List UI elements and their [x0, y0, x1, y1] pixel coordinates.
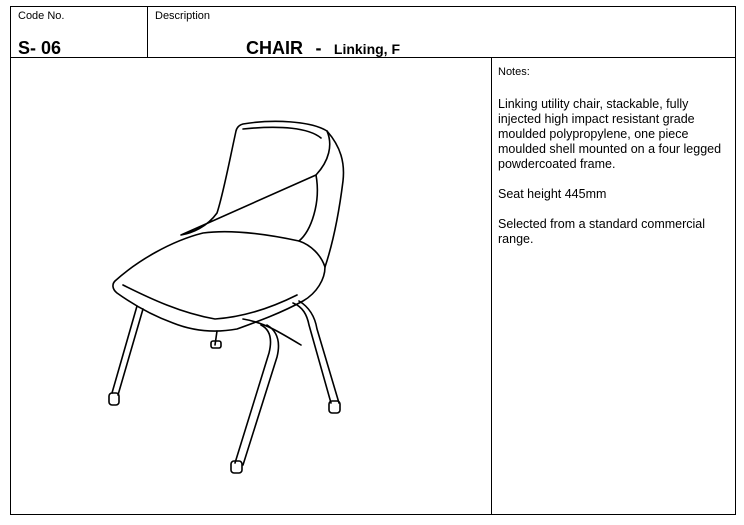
chair-leg-front-right-2	[243, 325, 279, 465]
header-column-divider	[147, 7, 148, 57]
title-separator: -	[315, 38, 322, 58]
title-sub: Linking, F	[333, 41, 401, 57]
notes-paragraph-seat-height: Seat height 445mm	[498, 187, 607, 201]
description-label: Description	[155, 10, 211, 22]
notes-label: Notes:	[498, 66, 530, 78]
title-main: CHAIR	[246, 38, 303, 58]
specification-sheet	[10, 6, 736, 515]
notes-paragraph-source: Selected from a standard commercial range.	[498, 217, 706, 246]
chair-foot-front-right	[231, 461, 242, 473]
chair-seat-rim	[123, 285, 297, 319]
product-title	[246, 38, 400, 59]
chair-illustration	[11, 63, 491, 513]
chair-back-shell	[181, 121, 330, 235]
chair-leg-back-right	[293, 303, 331, 403]
chair-back-inner-edge	[243, 127, 321, 138]
chair-shell-side	[325, 131, 343, 267]
notes-paragraph-description: Linking utility chair, stackable, fully injected high impact resistant grade moulded polypropylene, one piece moulded shell mounted on a four legged powdercoated frame.	[498, 97, 722, 171]
code-value: S- 06	[18, 38, 62, 58]
notes-column-divider	[491, 57, 492, 514]
chair-seat	[113, 232, 325, 331]
chair-leg-front-left-2	[118, 309, 143, 395]
chair-shell-side-inner	[299, 175, 317, 241]
chair-leg-front-left	[112, 306, 137, 393]
chair-leg-back-left	[215, 331, 217, 345]
code-label: Code No.	[18, 10, 65, 22]
chair-leg-back-right-2	[299, 301, 339, 403]
notes-body	[498, 97, 732, 262]
